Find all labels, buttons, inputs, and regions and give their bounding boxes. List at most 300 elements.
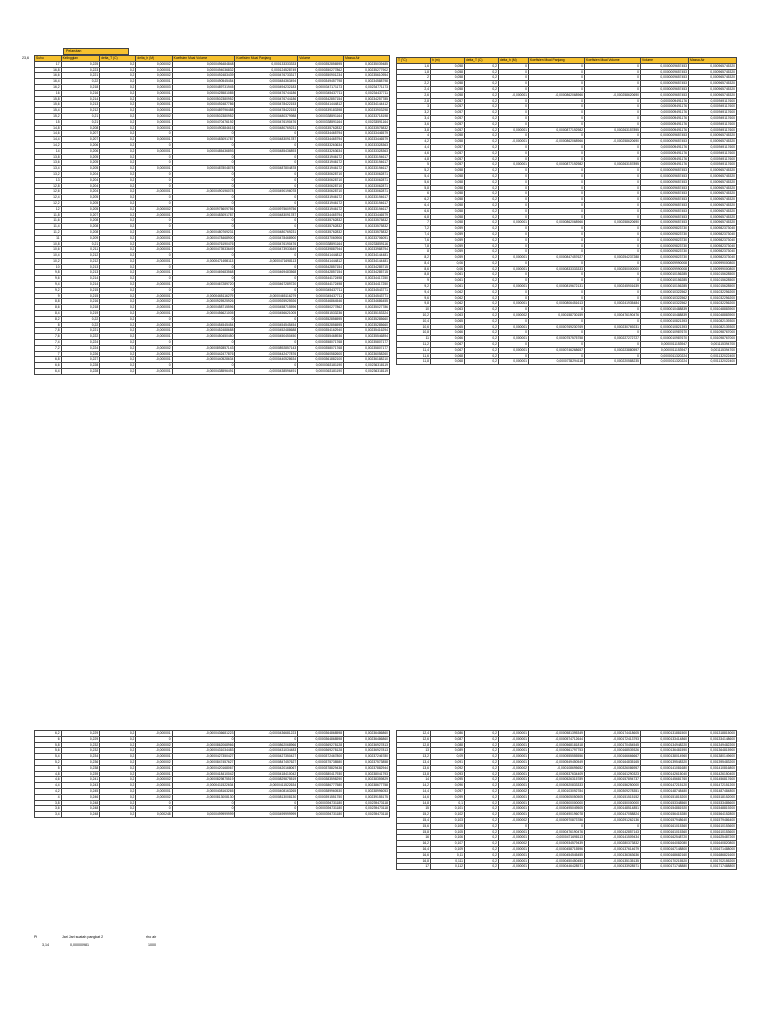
table-cell[interactable]: 0,068 — [431, 359, 465, 365]
table-cell[interactable]: 0 — [585, 823, 641, 829]
table-cell[interactable]: 0,0000499999999 — [172, 812, 235, 818]
table-cell[interactable]: 0,0000363181190 — [298, 363, 344, 369]
table-cell[interactable]: -0,000001 — [136, 788, 172, 794]
table-cell[interactable]: 0 — [529, 98, 585, 104]
table-cell[interactable]: 0,001472151200 — [689, 783, 737, 789]
table-cell[interactable]: -0,000326086957 — [585, 765, 641, 771]
table-cell[interactable]: -0,0000436681223 — [235, 731, 298, 737]
table-cell[interactable]: 0,000949117600 — [689, 98, 737, 104]
table-cell[interactable]: 0,0000494232183 — [235, 84, 298, 90]
table-cell[interactable]: 0,2 — [100, 334, 136, 340]
table-cell[interactable]: 0,00233446579 — [344, 212, 390, 218]
table-cell[interactable]: 0,205 — [61, 154, 100, 160]
table-cell[interactable]: 0,0000010322562 — [641, 295, 689, 301]
table-cell[interactable]: -0,0000450450450 — [529, 858, 585, 864]
table-cell[interactable]: 0,000949117600 — [689, 162, 737, 168]
table-cell[interactable]: 0 — [136, 171, 172, 177]
table-cell[interactable]: 13,4 — [397, 759, 431, 765]
table-cell[interactable]: 0 — [172, 160, 235, 166]
table-cell[interactable]: 0 — [529, 156, 585, 162]
table-cell[interactable]: -0,000161290323 — [585, 771, 641, 777]
table-cell[interactable]: 0,0000331946172 — [298, 154, 344, 160]
table-cell[interactable]: 0 — [235, 142, 298, 148]
table-cell[interactable]: 0,000001 — [136, 90, 172, 96]
table-cell[interactable]: 0,0000138014960 — [641, 754, 689, 760]
table-cell[interactable]: -0,0000581395349 — [529, 731, 585, 737]
table-cell[interactable]: -0,000001 — [136, 305, 172, 311]
table-cell[interactable]: 3,8 — [397, 127, 431, 133]
table-cell[interactable]: 15,8 — [35, 96, 62, 102]
table-cell[interactable]: 0 — [499, 214, 529, 220]
table-cell[interactable]: 0,241 — [61, 777, 100, 783]
table-cell[interactable]: 0,001132022400 — [689, 353, 737, 359]
table-cell[interactable]: 0,2 — [465, 220, 499, 226]
table-cell[interactable]: 0,000965745320 — [689, 173, 737, 179]
table-cell[interactable]: 11,2 — [397, 342, 431, 348]
table-cell[interactable]: 0 — [235, 177, 298, 183]
table-cell[interactable]: 0,0000476190476 — [235, 119, 298, 125]
table-cell[interactable]: 16,2 — [397, 841, 431, 847]
table-cell[interactable]: 0,000965745320 — [689, 75, 737, 81]
table-cell[interactable]: 0,0000009657453 — [641, 197, 689, 203]
table-cell[interactable]: 0,2 — [465, 318, 499, 324]
table-cell[interactable]: 0 — [172, 253, 235, 259]
table-cell[interactable]: 0,0000334465794 — [298, 131, 344, 137]
table-cell[interactable]: 0,2 — [465, 742, 499, 748]
table-cell[interactable]: 0,2 — [100, 195, 136, 201]
table-cell[interactable]: 0 — [136, 142, 172, 148]
table-cell[interactable]: 0,000965745320 — [689, 191, 737, 197]
table-cell[interactable]: 0 — [136, 806, 172, 812]
table-cell[interactable]: 0,0000847457627 — [529, 255, 585, 261]
table-cell[interactable]: -0,0000442477876 — [235, 351, 298, 357]
table-cell[interactable]: -0,000001 — [499, 864, 529, 870]
table-cell[interactable]: 0,2 — [100, 119, 136, 125]
table-cell[interactable]: 0 — [136, 224, 172, 230]
table-cell[interactable]: 0,00239473118 — [344, 806, 390, 812]
table-cell[interactable]: -0,0000465116279 — [172, 293, 235, 299]
table-cell[interactable]: -0,0000452488688 — [235, 328, 298, 334]
table-cell[interactable]: -0,000001 — [499, 835, 529, 841]
table-cell[interactable]: 0 — [499, 272, 529, 278]
table-cell[interactable]: 0,001395483200 — [689, 759, 737, 765]
table-cell[interactable]: 0 — [529, 197, 585, 203]
table-cell[interactable]: 0,0000492483439 — [172, 73, 235, 79]
table-cell[interactable]: 0,0000478422153 — [235, 102, 298, 108]
table-cell[interactable]: 0 — [529, 115, 585, 121]
table-cell[interactable]: 0,0000168682160 — [641, 852, 689, 858]
table-cell[interactable]: 0,059 — [431, 243, 465, 249]
table-cell[interactable]: 0 — [499, 98, 529, 104]
table-cell[interactable]: 0,0000009657453 — [641, 208, 689, 214]
table-cell[interactable]: 0,0000339183398 — [298, 108, 344, 114]
table-cell[interactable]: 0,000982373040 — [689, 255, 737, 261]
table-cell[interactable]: -0,0000440528634 — [172, 357, 235, 363]
table-cell[interactable]: 0,00235277902 — [344, 67, 390, 73]
table-cell[interactable]: 0 — [585, 202, 641, 208]
table-cell[interactable]: 0,2 — [465, 783, 499, 789]
table-cell[interactable]: 0,0000330628710 — [298, 171, 344, 177]
table-cell[interactable]: 0,065 — [431, 324, 465, 330]
table-cell[interactable]: 0,06 — [431, 266, 465, 272]
table-cell[interactable]: 0,057 — [431, 156, 465, 162]
table-cell[interactable]: 0,00234437711 — [344, 90, 390, 96]
table-cell[interactable]: 0 — [172, 177, 235, 183]
table-cell[interactable]: 0,112 — [431, 864, 465, 870]
table-cell[interactable]: 12,4 — [35, 195, 62, 201]
table-cell[interactable]: 0,000965745320 — [689, 139, 737, 145]
table-cell[interactable]: 0,0000350277862 — [298, 305, 344, 311]
table-cell[interactable]: 6,2 — [35, 731, 62, 737]
table-cell[interactable]: 0,208 — [61, 125, 100, 131]
table-cell[interactable]: 0 — [499, 231, 529, 237]
table-cell[interactable]: 0,000965745320 — [689, 133, 737, 139]
table-cell[interactable]: -0,0000483091787 — [235, 212, 298, 218]
table-cell[interactable]: 4 — [35, 794, 62, 800]
table-cell[interactable]: 15,4 — [397, 817, 431, 823]
table-cell[interactable]: 0,2 — [465, 794, 499, 800]
table-cell[interactable]: 8,2 — [397, 255, 431, 261]
table-cell[interactable]: 0,0000363181190 — [298, 369, 344, 375]
table-cell[interactable]: 0,000124528749 — [235, 67, 298, 73]
table-cell[interactable]: 0,2 — [465, 237, 499, 243]
table-cell[interactable]: -0,000001 — [136, 189, 172, 195]
table-cell[interactable]: 0 — [585, 81, 641, 87]
table-cell[interactable]: 0,0000009990008 — [641, 260, 689, 266]
table-cell[interactable]: -0,000001 — [136, 270, 172, 276]
table-cell[interactable]: 0 — [172, 287, 235, 293]
table-cell[interactable]: 13,8 — [35, 154, 62, 160]
table-cell[interactable]: 0,2 — [100, 783, 136, 789]
table-cell[interactable]: 0,207 — [61, 131, 100, 137]
table-cell[interactable]: 0,00235039485 — [344, 61, 390, 67]
table-cell[interactable]: 16,6 — [35, 73, 62, 79]
table-cell[interactable]: 2,4 — [397, 86, 431, 92]
table-cell[interactable]: 10 — [397, 307, 431, 313]
table-cell[interactable]: 0,00234686455 — [344, 299, 390, 305]
table-cell[interactable]: 0,000001 — [499, 347, 529, 353]
table-cell[interactable]: 0,0000133414860 — [641, 736, 689, 742]
table-cell[interactable]: 0,000001 — [499, 336, 529, 342]
table-cell[interactable]: 0,2 — [100, 137, 136, 143]
table-cell[interactable]: 0,058 — [431, 133, 465, 139]
table-cell[interactable]: 0 — [585, 330, 641, 336]
table-cell[interactable]: 0 — [585, 289, 641, 295]
table-cell[interactable]: 0,00233575832 — [344, 218, 390, 224]
table-cell[interactable]: 0,0000361882100 — [298, 357, 344, 363]
table-cell[interactable]: 0 — [529, 168, 585, 174]
table-cell[interactable]: 0,0000425581085 — [172, 90, 235, 96]
table-cell[interactable]: 0,000949117600 — [689, 110, 737, 116]
table-cell[interactable]: 0,224 — [61, 340, 100, 346]
table-cell[interactable]: 0 — [499, 115, 529, 121]
table-cell[interactable]: 0,000001 — [499, 301, 529, 307]
table-cell[interactable]: 0,000001 — [136, 125, 172, 131]
table-cell[interactable]: 0,00233062871 — [344, 171, 390, 177]
table-cell[interactable]: -0,0000490196078 — [172, 189, 235, 195]
table-cell[interactable]: 0,000965745320 — [689, 185, 737, 191]
table-cell[interactable]: 0,2 — [465, 104, 499, 110]
table-cell[interactable]: 0,000965745320 — [689, 179, 737, 185]
table-cell[interactable]: 0 — [136, 264, 172, 270]
table-cell[interactable]: 9,4 — [35, 282, 62, 288]
table-cell[interactable]: 0,001334148600 — [689, 736, 737, 742]
table-cell[interactable]: 0,001686821600 — [689, 852, 737, 858]
table-cell[interactable]: 0 — [585, 185, 641, 191]
table-cell[interactable]: 0,2 — [100, 777, 136, 783]
table-cell[interactable]: 0,0000333263634 — [298, 148, 344, 154]
table-cell[interactable]: -0,0000829875519 — [235, 777, 298, 783]
table-cell[interactable]: 0,00234588798 — [344, 79, 390, 85]
table-cell[interactable]: 0,0000142615040 — [641, 771, 689, 777]
table-cell[interactable]: 0,000001 — [499, 220, 529, 226]
table-cell[interactable]: -0,000001 — [136, 357, 172, 363]
table-cell[interactable]: -0,000001 — [499, 777, 529, 783]
table-cell[interactable]: 0 — [499, 208, 529, 214]
table-cell[interactable]: -0,000150000000 — [585, 800, 641, 806]
table-cell[interactable]: 0,00234417250 — [344, 282, 390, 288]
table-cell[interactable]: 8,4 — [397, 260, 431, 266]
table-cell[interactable]: 12,2 — [35, 200, 62, 206]
table-cell[interactable]: 0 — [529, 260, 585, 266]
table-cell[interactable]: 0,093 — [431, 771, 465, 777]
table-cell[interactable]: 0,057 — [431, 104, 465, 110]
table-cell[interactable]: 0,206 — [61, 148, 100, 154]
table-cell[interactable]: 0,0000372467800 — [298, 754, 344, 760]
table-cell[interactable]: 0,2 — [465, 115, 499, 121]
table-cell[interactable]: 0 — [499, 110, 529, 116]
table-cell[interactable]: 0 — [499, 260, 529, 266]
table-cell[interactable]: 0,2 — [100, 357, 136, 363]
table-cell[interactable]: -0,000001 — [136, 293, 172, 299]
table-cell[interactable]: 0,00235027786 — [344, 305, 390, 311]
table-cell[interactable]: 0,2 — [465, 342, 499, 348]
table-cell[interactable]: 0,000982373040 — [689, 237, 737, 243]
table-cell[interactable]: -0,000001 — [499, 794, 529, 800]
table-cell[interactable]: 0,0000009491176 — [641, 110, 689, 116]
table-cell[interactable]: 0 — [529, 150, 585, 156]
table-cell[interactable]: 0,00237246780 — [344, 754, 390, 760]
table-cell[interactable]: 11,2 — [35, 229, 62, 235]
table-cell[interactable]: 0,2 — [465, 272, 499, 278]
table-cell[interactable]: -0,000001 — [499, 92, 529, 98]
table-cell[interactable]: 0,213 — [61, 270, 100, 276]
table-cell[interactable]: 0 — [585, 156, 641, 162]
table-cell[interactable]: 0,00236318119 — [344, 369, 390, 375]
table-cell[interactable]: 0 — [529, 214, 585, 220]
table-cell[interactable]: 0 — [585, 121, 641, 127]
table-cell[interactable]: 5,2 — [397, 168, 431, 174]
table-cell[interactable]: 0,0000334465794 — [298, 137, 344, 143]
table-cell[interactable]: 0,2 — [465, 313, 499, 319]
table-cell[interactable]: 0,2 — [465, 226, 499, 232]
table-cell[interactable]: 0,2 — [100, 200, 136, 206]
table-cell[interactable]: 0,2 — [465, 168, 499, 174]
header-cell[interactable]: Volume — [298, 56, 344, 62]
table-cell[interactable]: 0 — [585, 104, 641, 110]
table-cell[interactable]: 0,2 — [100, 183, 136, 189]
table-cell[interactable]: 0,00235285660 — [344, 316, 390, 322]
table-cell[interactable]: 0,208 — [61, 229, 100, 235]
table-cell[interactable]: 0 — [136, 154, 172, 160]
table-cell[interactable]: 0,21 — [61, 241, 100, 247]
table-cell[interactable]: 0,000965745320 — [689, 220, 737, 226]
table-cell[interactable]: 0,2 — [465, 835, 499, 841]
table-cell[interactable]: 0,001015628500 — [689, 272, 737, 278]
table-cell[interactable]: 0,2 — [100, 345, 136, 351]
table-cell[interactable]: -0,0000458715596 — [235, 305, 298, 311]
table-cell[interactable]: 0 — [529, 243, 585, 249]
table-cell[interactable]: 8,8 — [397, 272, 431, 278]
table-cell[interactable]: -0,0000427350427 — [235, 754, 298, 760]
table-cell[interactable]: 0,2 — [100, 771, 136, 777]
table-cell[interactable]: 0 — [172, 264, 235, 270]
table-cell[interactable]: -0,0000454545454 — [235, 322, 298, 328]
table-cell[interactable]: 0,00236486860 — [344, 736, 390, 742]
table-cell[interactable]: 0,0000484363494 — [235, 79, 298, 85]
table-cell[interactable]: 0,101 — [431, 806, 465, 812]
table-cell[interactable]: 0 — [136, 218, 172, 224]
table-cell[interactable]: -0,0000490196078 — [529, 812, 585, 818]
table-cell[interactable]: 0,2 — [465, 266, 499, 272]
table-cell[interactable]: 0,2 — [465, 736, 499, 742]
table-cell[interactable]: -0,000001 — [136, 334, 172, 340]
table-cell[interactable]: 0 — [585, 173, 641, 179]
table-cell[interactable]: 0,2 — [100, 177, 136, 183]
table-cell[interactable]: 0,001364815900 — [689, 748, 737, 754]
table-cell[interactable]: 0,0000502380952 — [172, 113, 235, 119]
table-cell[interactable]: 5,6 — [35, 748, 62, 754]
table-cell[interactable]: 0,0000139548320 — [641, 759, 689, 765]
table-cell[interactable]: 0,000220588235 — [585, 359, 641, 365]
table-cell[interactable]: -0,0000431034483 — [235, 748, 298, 754]
table-cell[interactable]: 16,6 — [397, 852, 431, 858]
table-cell[interactable]: 0,2 — [465, 858, 499, 864]
table-cell[interactable]: 0,248 — [61, 800, 100, 806]
table-cell[interactable]: 0,103 — [431, 817, 465, 823]
table-cell[interactable]: -0,0000467289720 — [235, 282, 298, 288]
table-cell[interactable]: -0,000001 — [136, 771, 172, 777]
table-cell[interactable]: 10,6 — [397, 324, 431, 330]
table-cell[interactable]: 0,0000338591164 — [298, 241, 344, 247]
table-cell[interactable]: 0 — [235, 218, 298, 224]
table-cell[interactable]: -0,000001 — [136, 351, 172, 357]
table-cell[interactable]: 0,212 — [61, 108, 100, 114]
table-cell[interactable]: 0,0000494036832 — [172, 67, 235, 73]
table-cell[interactable]: 0,2 — [100, 84, 136, 90]
table-cell[interactable]: 0,2 — [100, 160, 136, 166]
table-cell[interactable]: 0,2 — [100, 247, 136, 253]
table-cell[interactable]: 0,0000009657453 — [641, 139, 689, 145]
table-cell[interactable]: 0,2 — [100, 73, 136, 79]
table-cell[interactable]: -0,0000450450450 — [235, 334, 298, 340]
table-cell[interactable]: -0,0000975609756 — [172, 206, 235, 212]
table-cell[interactable]: 0 — [172, 316, 235, 322]
table-cell[interactable]: 2 — [397, 75, 431, 81]
table-cell[interactable]: 0,0000487804878 — [172, 166, 235, 172]
table-cell[interactable]: 0,000001 — [136, 119, 172, 125]
table-cell[interactable]: 0,067 — [431, 342, 465, 348]
table-cell[interactable]: 0,0000352856595 — [298, 61, 344, 67]
table-cell[interactable]: 0,001082139300 — [689, 324, 737, 330]
table-cell[interactable]: 0,0000337060906 — [298, 235, 344, 241]
table-cell[interactable]: 0,058 — [431, 179, 465, 185]
table-cell[interactable]: 0,0000394731180 — [298, 800, 344, 806]
table-cell[interactable]: 0,0000010987670 — [641, 330, 689, 336]
table-cell[interactable]: 14,4 — [397, 788, 431, 794]
table-cell[interactable]: 0 — [499, 69, 529, 75]
table-cell[interactable]: -0,000291262136 — [585, 817, 641, 823]
table-cell[interactable]: 0,0000134948220 — [641, 742, 689, 748]
table-cell[interactable]: 0,243 — [61, 783, 100, 789]
table-cell[interactable]: 0,2 — [465, 110, 499, 116]
table-cell[interactable]: 0 — [529, 307, 585, 313]
table-cell[interactable]: -0,0000458715596 — [529, 846, 585, 852]
table-cell[interactable]: 0 — [585, 144, 641, 150]
table-cell[interactable]: 0,212 — [61, 253, 100, 259]
table-cell[interactable]: 0,2 — [465, 307, 499, 313]
table-cell[interactable]: 0,2 — [465, 139, 499, 145]
table-cell[interactable]: 6,4 — [397, 202, 431, 208]
table-cell[interactable]: 4,4 — [35, 783, 62, 789]
table-cell[interactable]: -0,000001 — [499, 800, 529, 806]
table-cell[interactable]: -0,000001 — [136, 731, 172, 737]
table-cell[interactable]: 15 — [35, 119, 62, 125]
table-cell[interactable]: 0 — [529, 823, 585, 829]
table-cell[interactable]: 0,2 — [100, 253, 136, 259]
table-cell[interactable]: 0 — [585, 63, 641, 69]
table-cell[interactable]: 0,232 — [61, 742, 100, 748]
table-cell[interactable]: -0,0000427350427 — [172, 754, 235, 760]
table-cell[interactable]: 0,0000496484848 — [172, 61, 235, 67]
table-cell[interactable]: 0,0000342857154 — [298, 96, 344, 102]
table-cell[interactable]: 0 — [136, 316, 172, 322]
table-cell[interactable]: -0,0000456621005 — [235, 311, 298, 317]
table-cell[interactable]: 0,001115394700 — [689, 342, 737, 348]
table-cell[interactable]: 0,2 — [465, 191, 499, 197]
table-cell[interactable]: 0 — [499, 191, 529, 197]
table-cell[interactable]: -0,000001 — [499, 742, 529, 748]
table-cell[interactable]: -0,0000537634409 — [529, 771, 585, 777]
table-cell[interactable]: 0 — [585, 69, 641, 75]
table-cell[interactable]: 15,8 — [397, 829, 431, 835]
table-cell[interactable]: 0 — [529, 110, 585, 116]
table-cell[interactable]: 0,0000330628710 — [298, 189, 344, 195]
side-cell-value[interactable]: 23,6 — [22, 56, 29, 60]
table-cell[interactable]: 0 — [529, 179, 585, 185]
pi-label[interactable]: Pi — [34, 935, 38, 939]
table-cell[interactable]: 0,00236188210 — [344, 357, 390, 363]
table-cell[interactable]: 0,058 — [431, 92, 465, 98]
table-cell[interactable]: 0,107 — [431, 841, 465, 847]
table-cell[interactable]: 13,8 — [397, 771, 431, 777]
table-cell[interactable]: 0,0000806451613 — [529, 301, 585, 307]
table-cell[interactable]: 10 — [35, 264, 62, 270]
table-cell[interactable]: -0,0000408163265 — [172, 788, 235, 794]
table-cell[interactable]: 4 — [397, 133, 431, 139]
table-cell[interactable]: -0,0000975609756 — [235, 206, 298, 212]
table-cell[interactable]: -0,000157894737 — [585, 777, 641, 783]
table-cell[interactable]: 17 — [397, 864, 431, 870]
header-cell[interactable]: Suhu — [35, 56, 62, 62]
table-cell[interactable]: 0 — [136, 736, 172, 742]
table-cell[interactable]: 0,106 — [431, 835, 465, 841]
table-cell[interactable]: 0,000965745320 — [689, 197, 737, 203]
table-cell[interactable]: 0 — [585, 197, 641, 203]
table-cell[interactable]: -0,0000505050505 — [529, 794, 585, 800]
table-cell[interactable]: 0 — [529, 63, 585, 69]
table-cell[interactable]: 0,063 — [431, 307, 465, 313]
